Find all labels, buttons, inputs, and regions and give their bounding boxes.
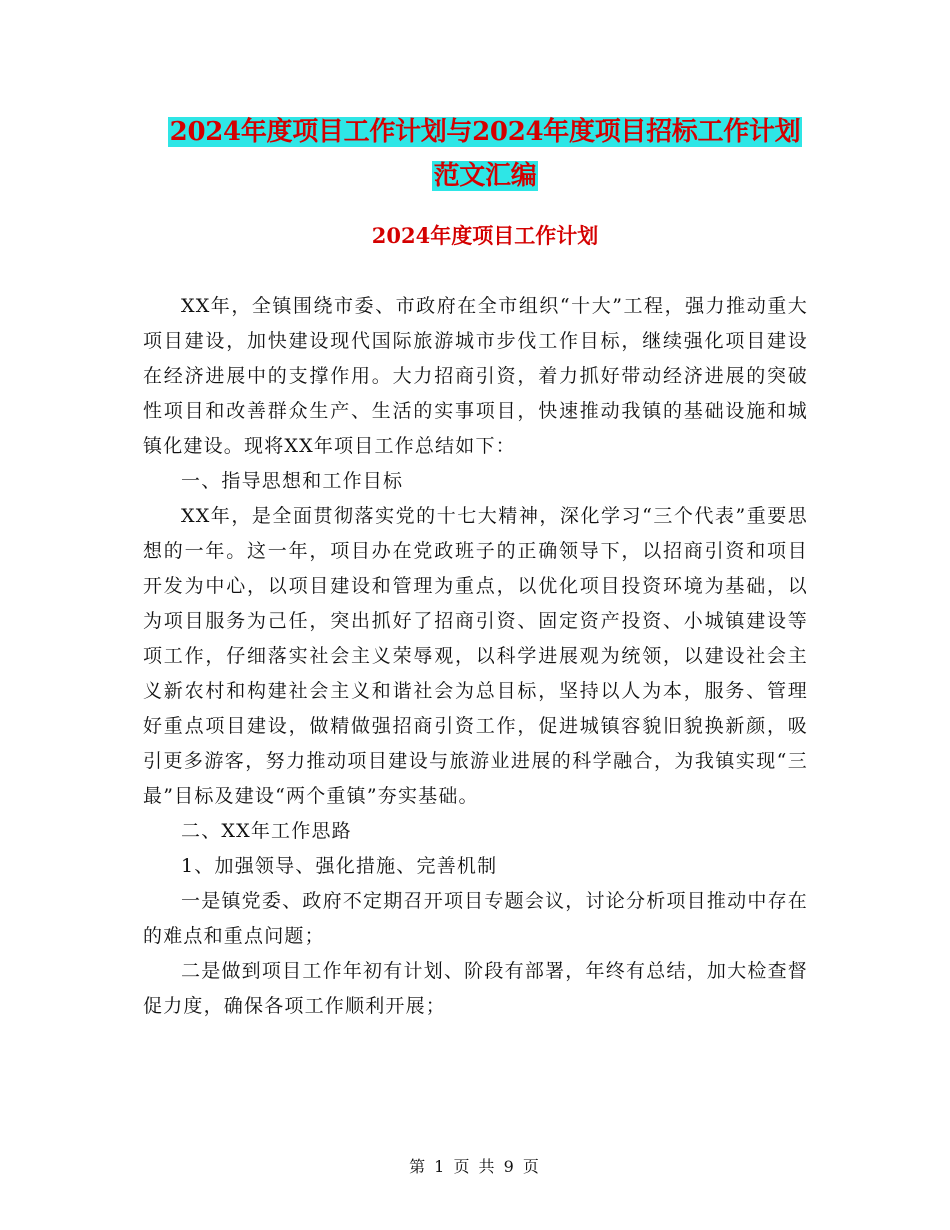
document-body: [143, 289, 808, 1024]
document-title-line-2: 范文汇编: [433, 161, 537, 191]
document-title: [140, 110, 830, 198]
page-number: 第 1 页 共 9 页: [409, 1157, 541, 1176]
section-title: 2024年度项目工作计划: [371, 223, 599, 248]
document-title-line-1: 2024年度项目工作计划与2024年度项目招标工作计划: [169, 117, 801, 147]
paragraph-item-two: 二是做到项目工作年初有计划、阶段有部署，年终有总结，加大检查督促力度，确保各项工作顺利开展；: [143, 960, 808, 1017]
paragraph-item-one: 一是镇党委、政府不定期召开项目专题会议，讨论分析项目推动中存在的难点和重点问题；: [143, 890, 808, 947]
paragraph-intro: XX年，全镇围绕市委、市政府在全市组织“十大”工程，强力推动重大项目建设，加快建设现代国际旅游城市步伐工作目标，继续强化项目建设在经济进展中的支撑作用。大力招商引资，着力抓好带动经济进展的突破性项目和改善群众生产、生活的实事项目，快速推动我镇的基础设施和城镇化建设。现将XX年项目工作总结如下：: [143, 295, 808, 457]
paragraph-guiding-ideology: XX年，是全面贯彻落实党的十七大精神，深化学习“三个代表”重要思想的一年。这一年，项目办在党政班子的正确领导下，以招商引资和项目开发为中心，以项目建设和管理为重点，以优化项目投资环境为基础，以为项目服务为己任，突出抓好了招商引资、固定资产投资、小城镇建设等项工作，仔细落实社会主义荣辱观，以科学进展观为统领，以建设社会主义新农村和构建社会主义和谐社会为总目标，坚持以人为本，服务、管理好重点项目建设，做精做强招商引资工作，促进城镇容貌旧貌换新颜，吸引更多游客，努力推动项目建设与旅游业进展的科学融合，为我镇实现“三最”目标及建设“两个重镇”夯实基础。: [143, 505, 808, 807]
heading-guiding-ideology: 一、指导思想和工作目标: [181, 470, 404, 492]
subheading-strengthen-leadership: 1、加强领导、强化措施、完善机制: [181, 855, 498, 877]
heading-work-ideas: 二、XX年工作思路: [181, 820, 352, 842]
